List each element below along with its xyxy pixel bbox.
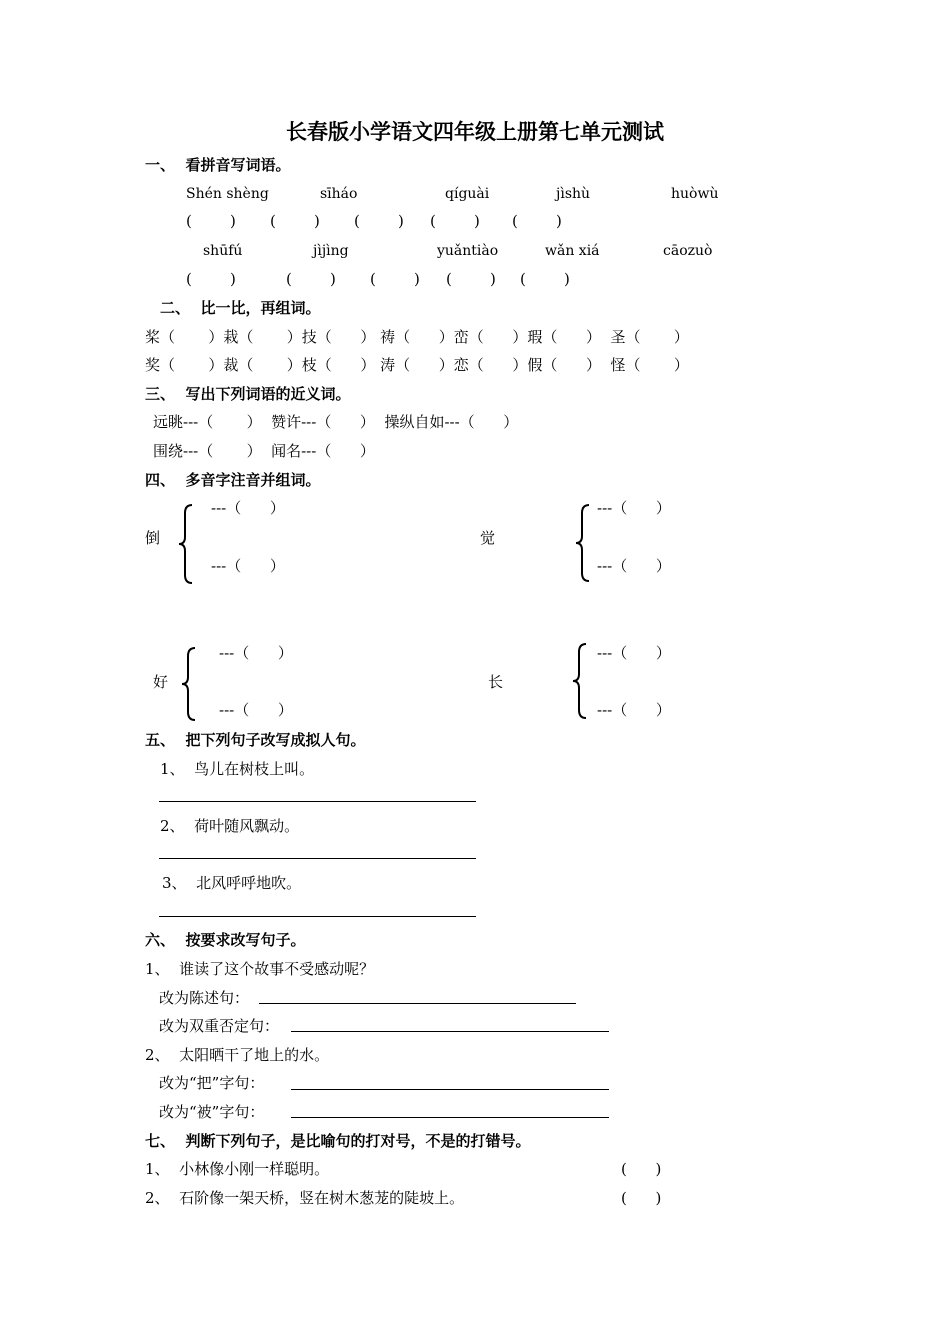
page-title: 长春版小学语文四年级上册第七单元测试 [286, 120, 664, 144]
polyphone-entry[interactable]: ---（ ） [211, 557, 285, 575]
rewrite-question: 2、 太阳晒干了地上的水。 [145, 1046, 330, 1064]
pinyin-7: jìjìng [313, 243, 349, 259]
brace-icon [181, 646, 199, 722]
answer-line[interactable] [291, 1089, 609, 1090]
polyphone-entry[interactable]: ---（ ） [219, 644, 293, 662]
synonym-row-2: 围绕---（ ） 闻名---（ ） [153, 442, 375, 460]
rewrite-label: 改为“被”字句： [159, 1103, 265, 1121]
answer-blank[interactable]: ( ) [430, 212, 480, 230]
compare-row-2: 奖（ ）裁（ ）枝（ ） 涛（ ）恋（ ）假（ ） 怪（ ） [145, 356, 689, 374]
answer-blank[interactable]: ( ) [270, 212, 320, 230]
section-5-heading: 五、 把下列句子改写成拟人句。 [145, 731, 366, 749]
answer-blank[interactable]: ( ) [354, 212, 404, 230]
polyphone-entry[interactable]: ---（ ） [597, 499, 671, 517]
section-6-heading: 六、 按要求改写句子。 [145, 931, 306, 949]
pinyin-10: cāozuò [663, 243, 713, 259]
answer-blank[interactable]: ( ) [512, 212, 562, 230]
pinyin-9: wǎn xiá [545, 243, 600, 259]
brace-icon [575, 503, 593, 583]
brace-icon [178, 503, 196, 585]
polyphone-char: 倒 [145, 529, 161, 547]
answer-blank[interactable]: ( ) [370, 270, 420, 288]
polyphone-char: 长 [488, 673, 504, 691]
section-7-heading: 七、 判断下列句子，是比喻句的打对号，不是的打错号。 [145, 1132, 531, 1150]
answer-blank[interactable]: ( ) [446, 270, 496, 288]
brace-icon [572, 642, 590, 720]
sentence-item: 3、 北风呼呼地吹。 [162, 874, 302, 892]
sentence-item: 1、 鸟儿在树枝上叫。 [160, 760, 315, 778]
rewrite-label: 改为“把”字句： [159, 1074, 265, 1092]
pinyin-8: yuǎntiào [437, 243, 499, 259]
pinyin-3: qíguài [445, 186, 490, 202]
answer-blank[interactable]: ( ) [286, 270, 336, 288]
answer-line[interactable] [291, 1117, 609, 1118]
judge-mark-blank[interactable]: ( ) [621, 1160, 662, 1178]
judge-item: 2、 石阶像一架天桥，竖在树木葱茏的陡坡上。 [145, 1189, 465, 1207]
polyphone-char: 觉 [480, 529, 496, 547]
synonym-row-1: 远眺---（ ） 赞许---（ ） 操纵自如---（ ） [153, 413, 519, 431]
polyphone-entry[interactable]: ---（ ） [597, 557, 671, 575]
pinyin-6: shūfú [203, 243, 243, 259]
polyphone-entry[interactable]: ---（ ） [219, 701, 293, 719]
rewrite-question: 1、 谁读了这个故事不受感动呢？ [145, 960, 375, 978]
polyphone-entry[interactable]: ---（ ） [597, 644, 671, 662]
pinyin-1: Shén shèng [186, 186, 269, 202]
judge-item: 1、 小林像小刚一样聪明。 [145, 1160, 330, 1178]
rewrite-label: 改为双重否定句： [159, 1017, 280, 1035]
answer-blank[interactable]: ( ) [186, 270, 236, 288]
section-1-heading: 一、 看拼音写词语。 [145, 156, 291, 174]
polyphone-char: 好 [153, 673, 169, 691]
answer-blank[interactable]: ( ) [520, 270, 570, 288]
section-2-heading: 二、 比一比，再组词。 [160, 299, 321, 317]
polyphone-entry[interactable]: ---（ ） [211, 499, 285, 517]
compare-row-1: 桨（ ）栽（ ）技（ ） 祷（ ）峦（ ）瑕（ ） 圣（ ） [145, 328, 689, 346]
answer-line[interactable] [159, 801, 476, 802]
section-3-heading: 三、 写出下列词语的近义词。 [145, 385, 351, 403]
answer-line[interactable] [159, 858, 476, 859]
pinyin-2: sīháo [320, 186, 358, 202]
rewrite-label: 改为陈述句： [159, 989, 250, 1007]
judge-mark-blank[interactable]: ( ) [621, 1189, 662, 1207]
answer-line[interactable] [159, 916, 476, 917]
answer-line[interactable] [291, 1031, 609, 1032]
section-4-heading: 四、 多音字注音并组词。 [145, 471, 321, 489]
sentence-item: 2、 荷叶随风飘动。 [160, 817, 300, 835]
pinyin-4: jìshù [556, 186, 591, 202]
pinyin-5: huòwù [671, 186, 719, 202]
answer-line[interactable] [259, 1003, 576, 1004]
answer-blank[interactable]: ( ) [186, 212, 236, 230]
polyphone-entry[interactable]: ---（ ） [597, 701, 671, 719]
